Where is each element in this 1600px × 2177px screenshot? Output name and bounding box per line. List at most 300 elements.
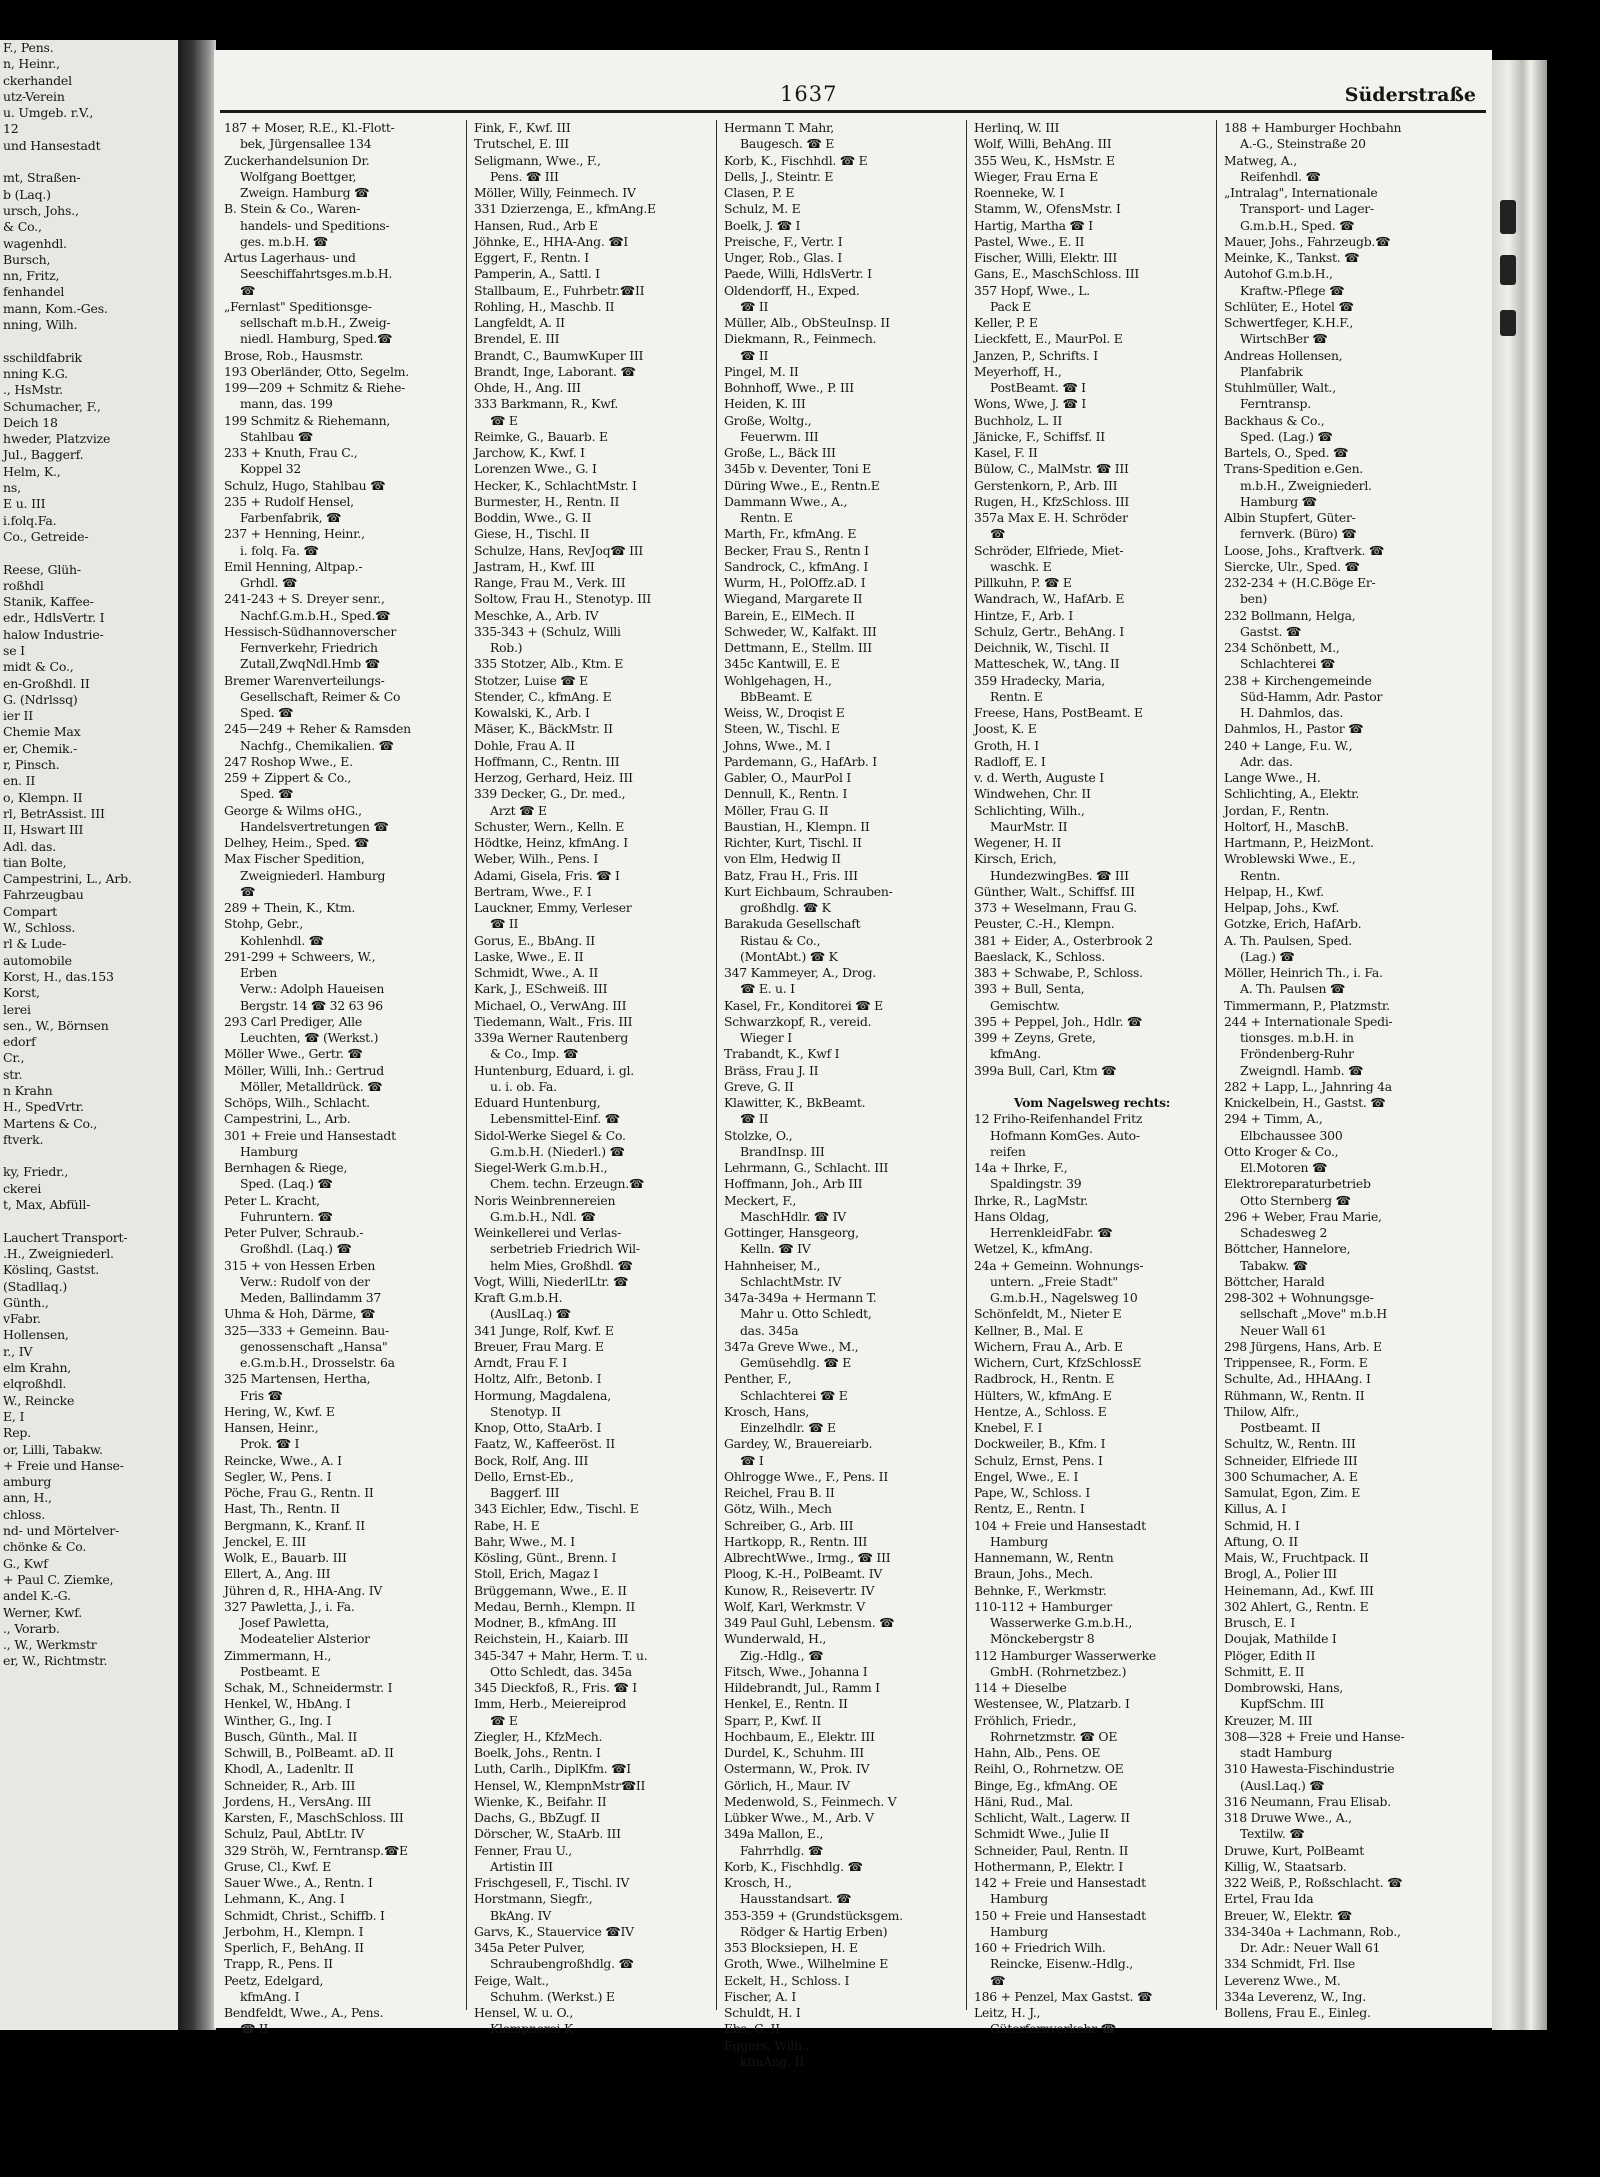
directory-entry: Schuster, Wern., Kelln. E — [474, 818, 625, 834]
directory-entry: Reichstein, H., Kaiarb. III — [474, 1631, 629, 1647]
directory-entry: Reihl, O., Rohrnetzw. OE — [974, 1761, 1124, 1777]
directory-entry: Schulz, Gertr., BehAng. I — [974, 623, 1125, 639]
directory-entry: 341 Junge, Rolf, Kwf. E — [474, 1322, 614, 1338]
directory-entry: BbBeamt. E — [740, 688, 813, 704]
directory-entry: Gabler, O., MaurPol I — [724, 770, 852, 785]
directory-entry: Götz, Wilh., Mech — [724, 1501, 832, 1517]
directory-entry: Freese, Hans, PostBeamt. E — [974, 705, 1143, 720]
directory-entry: Schreiber, G., Arb. III — [724, 1517, 854, 1533]
directory-entry: Böttcher, Hannelore, — [1224, 1241, 1351, 1257]
directory-entry: Gans, E., MaschSchloss. III — [974, 266, 1140, 282]
directory-entry: 345 Dieckfoß, R., Fris. ☎ I — [474, 1680, 637, 1695]
directory-entry: Lübker Wwe., M., Arb. V — [724, 1810, 874, 1825]
directory-entry: Backhaus & Co., — [1224, 412, 1325, 428]
directory-entry: Autohof G.m.b.H., — [1224, 266, 1333, 282]
directory-entry: Bergmann, K., Kranf. II — [224, 1517, 365, 1533]
directory-entry: Eggert, F., Rentn. I — [474, 250, 589, 265]
directory-entry: Klawitter, K., BkBeamt. — [724, 1095, 866, 1110]
directory-entry: Roenneke, W. I — [974, 185, 1064, 200]
directory-entry: Wolf, Karl, Werkmstr. V — [724, 1598, 865, 1614]
directory-entry: Segler, W., Pens. I — [224, 1468, 332, 1484]
directory-entry: Medau, Bernh., Klempn. II — [474, 1598, 635, 1614]
left-page-line: i.folq.Fa. — [3, 512, 57, 528]
directory-entry: Verw.: Adolph Haueisen — [240, 981, 385, 997]
directory-entry: Schuldt, H. I — [724, 2005, 801, 2020]
directory-entry: Gotzke, Erich, HafArb. — [1224, 916, 1362, 932]
directory-entry: 232 Bollmann, Helga, — [1224, 607, 1356, 623]
directory-entry: Dello, Ernst-Eb., — [474, 1468, 574, 1484]
directory-entry: Batz, Frau H., Fris. III — [724, 867, 858, 883]
directory-entry: Einzelhdlr. ☎ E — [740, 1420, 836, 1435]
directory-entry: Stenotyp. II — [490, 1403, 561, 1419]
directory-entry: Loose, Johs., Kraftverk. ☎ — [1224, 542, 1385, 558]
directory-entry: 294 + Timm, A., — [1224, 1111, 1323, 1127]
directory-entry: 349a Mallon, E., — [724, 1826, 824, 1842]
directory-entry: Häni, Rud., Mal. — [974, 1793, 1074, 1809]
directory-entry: H. Dahmlos, das. — [1240, 705, 1344, 720]
directory-entry: ☎ II — [740, 347, 769, 363]
directory-entry: e.G.m.b.H., Drosselstr. 6a — [240, 1355, 395, 1370]
directory-entry: Reichel, Frau B. II — [724, 1485, 835, 1500]
directory-entry: Breuer, W., Elektr. ☎ — [1224, 1907, 1352, 1923]
directory-entry: 291-299 + Schweers, W., — [224, 948, 376, 964]
directory-entry: Pape, W., Schloss. I — [974, 1485, 1091, 1500]
directory-entry: Siegel-Werk G.m.b.H., — [474, 1160, 608, 1175]
directory-entry: 347a-349a + Hermann T. — [724, 1290, 877, 1305]
directory-entry: 345-347 + Mahr, Herm. T. u. — [474, 1647, 648, 1663]
directory-entry: Clasen, P. E — [724, 185, 795, 200]
directory-entry: Hentze, A., Schloss. E — [974, 1403, 1107, 1419]
directory-entry: Wolfgang Boettger, — [240, 168, 357, 184]
directory-entry: Dells, J., Steintr. E — [724, 168, 834, 184]
directory-entry: Holtz, Alfr., Betonb. I — [474, 1371, 602, 1387]
directory-entry: Andreas Hollensen, — [1224, 347, 1343, 363]
left-page-line: & Co., — [3, 219, 42, 235]
directory-entry: Hamburg — [990, 1923, 1048, 1939]
left-page-line: Korst, — [3, 985, 40, 1001]
directory-entry: Trans-Spedition e.Gen. — [1224, 461, 1363, 477]
directory-entry: Ziegler, H., KfzMech. — [474, 1728, 603, 1744]
directory-entry: Stotzer, Luise ☎ E — [474, 672, 588, 688]
directory-entry: 339 Decker, G., Dr. med., — [474, 786, 626, 802]
directory-entry: G.m.b.H., Sped. ☎ — [1240, 217, 1355, 233]
directory-entry: 347 Kammeyer, A., Drog. — [724, 965, 877, 980]
directory-entry: sellschaft „Move" m.b.H — [1240, 1306, 1387, 1322]
directory-entry: 343 Eichler, Edw., Tischl. E — [474, 1501, 639, 1517]
directory-entry: Matteschek, W., tAng. II — [974, 656, 1120, 672]
directory-entry: Kurt Eichbaum, Schrauben- — [724, 883, 893, 899]
directory-entry: Reimke, G., Bauarb. E — [474, 428, 608, 444]
directory-entry: Korb, K., Fischhdlg. ☎ — [724, 1858, 863, 1874]
left-page-line: rl & Lude- — [3, 936, 67, 952]
directory-entry: Ploog, K.-H., PolBeamt. IV — [724, 1566, 883, 1582]
directory-entry: Artistin III — [490, 1858, 553, 1874]
directory-entry: Ristau & Co., — [740, 932, 821, 948]
left-page-line: hweder, Platzvize — [3, 431, 111, 447]
directory-entry: Barakuda Gesellschaft — [724, 916, 861, 932]
directory-entry: Bendfeldt, Wwe., A., Pens. — [224, 2005, 384, 2020]
left-page-line: chloss. — [3, 1506, 45, 1522]
directory-entry: Matweg, A., — [1224, 152, 1297, 168]
directory-entry: 349 Paul Guhl, Lebensm. ☎ — [724, 1615, 895, 1630]
directory-entry: Lange Wwe., H. — [1224, 770, 1321, 785]
left-page-line: r, Pinsch. — [3, 757, 60, 773]
directory-entry: Meinke, K., Tankst. ☎ — [1224, 250, 1360, 265]
directory-entry: 241-243 + S. Dreyer senr., — [224, 591, 385, 607]
directory-entry: Meyerhoff, H., — [974, 363, 1062, 379]
directory-entry: Jenckel, E. III — [224, 1533, 306, 1549]
directory-entry: Möller Wwe., Gertr. ☎ — [224, 1046, 363, 1062]
directory-entry: ☎ E. u. I — [740, 981, 795, 997]
directory-entry: 237 + Henning, Heinr., — [224, 526, 365, 542]
directory-entry: Adr. das. — [1240, 753, 1293, 769]
directory-entry: Lehmann, K., Ang. I — [224, 1891, 345, 1907]
directory-entry: Kowalski, K., Arb. I — [474, 705, 590, 720]
column-5 — [1224, 120, 1482, 2020]
directory-entry: Böttcher, Harald — [1224, 1273, 1325, 1289]
left-page-line: W., Reincke — [3, 1392, 75, 1408]
directory-entry: Knickelbein, H., Gastst. ☎ — [1224, 1095, 1386, 1110]
directory-entry: Hering, W., Kwf. E — [224, 1403, 335, 1419]
column-2 — [474, 120, 710, 2037]
directory-entry: Schadesweg 2 — [1240, 1225, 1328, 1240]
directory-entry: Gemüsehdlg. ☎ E — [740, 1355, 852, 1370]
left-page-line: Helm, K., — [3, 463, 61, 479]
left-page-line: u. Umgeb. r.V., — [3, 105, 94, 121]
left-page-line: n, Heinr., — [3, 56, 60, 72]
directory-entry: Sandrock, C., kfmAng. I — [724, 558, 869, 574]
directory-entry: Herlinq, W. III — [974, 120, 1060, 135]
directory-entry: Radbrock, H., Rentn. E — [974, 1371, 1115, 1387]
directory-entry: Wieger, Frau Erna E — [974, 168, 1098, 184]
directory-entry: Chem. techn. Erzeugn.☎ — [490, 1176, 645, 1192]
directory-entry: PostBeamt. ☎ I — [990, 380, 1086, 395]
directory-entry: Pillkuhn, P. ☎ E — [974, 575, 1072, 590]
directory-entry: Michael, O., VerwAng. III — [474, 997, 627, 1013]
directory-entry: Zimmermann, H., — [224, 1647, 332, 1663]
directory-entry: Fitsch, Wwe., Johanna I — [724, 1663, 868, 1679]
directory-entry: Lorenzen Wwe., G. I — [474, 461, 597, 477]
directory-entry: Sauer Wwe., A., Rentn. I — [224, 1875, 373, 1890]
directory-entry: Diekmann, R., Feinmech. — [724, 331, 877, 347]
directory-entry: Zutall,ZwqNdl.Hmb ☎ — [240, 656, 380, 672]
directory-entry: Dennull, K., Rentn. I — [724, 786, 848, 802]
directory-entry: stadt Hamburg — [1240, 1745, 1333, 1760]
directory-entry: 359 Hradecky, Maria, — [974, 672, 1105, 688]
directory-entry: 353-359 + (Grundstücksgem. — [724, 1907, 903, 1923]
directory-entry: Rob.) — [490, 640, 523, 655]
left-page-line: nd- und Mörtelver- — [3, 1523, 120, 1539]
left-page-line: Köslinq, Gastst. — [3, 1262, 100, 1278]
directory-entry: Gerstenkorn, P., Arb. III — [974, 477, 1118, 493]
directory-entry: 339a Werner Rautenberg — [474, 1030, 629, 1045]
directory-entry: 395 + Peppel, Joh., Hdlr. ☎ — [974, 1013, 1143, 1029]
left-page-line: Fahrzeugbau — [3, 887, 84, 903]
left-page-line: vFabr. — [3, 1311, 41, 1327]
left-page-line: lerei — [3, 1001, 31, 1017]
directory-entry: Peetz, Edelgard, — [224, 1972, 324, 1988]
directory-entry: Adami, Gisela, Fris. ☎ I — [474, 867, 620, 883]
directory-entry: A. Th. Paulsen, Sped. — [1224, 932, 1352, 948]
directory-entry: 345b v. Deventer, Toni E — [724, 461, 871, 477]
directory-entry: Hochbaum, E., Elektr. III — [724, 1728, 875, 1744]
directory-entry: Hessisch-Südhannoverscher — [224, 623, 397, 639]
directory-entry: ☎ II — [740, 298, 769, 314]
left-page-line: r., IV — [3, 1343, 33, 1359]
directory-entry: Durdel, K., Schuhm. III — [724, 1745, 864, 1760]
directory-entry: ☎ — [990, 526, 1006, 542]
directory-entry: Rentn. E — [740, 510, 793, 525]
left-page-line — [0, 1148, 178, 1164]
directory-entry: Plöger, Edith II — [1224, 1647, 1316, 1663]
directory-entry: Große, L., Bäck III — [724, 445, 836, 460]
directory-entry: Hothermann, P., Elektr. I — [974, 1858, 1124, 1874]
directory-entry: Horstmann, Siegfr., — [474, 1891, 593, 1907]
directory-entry: ☎ — [240, 282, 256, 298]
directory-entry: Killig, W., Staatsarb. — [1224, 1858, 1347, 1874]
directory-entry: Aftung, O. II — [1224, 1533, 1298, 1549]
directory-entry: BrandInsp. III — [740, 1143, 825, 1159]
directory-entry: MaurMstr. II — [990, 818, 1068, 834]
directory-entry: Dahmlos, H., Pastor ☎ — [1224, 721, 1364, 737]
directory-entry: 104 + Freie und Hansestadt — [974, 1517, 1146, 1533]
directory-entry: Wienke, K., Beifahr. II — [474, 1793, 607, 1809]
directory-entry: Tabakw. ☎ — [1240, 1257, 1308, 1273]
directory-entry: serbetrieb Friedrich Wil- — [490, 1241, 640, 1257]
directory-entry: Wolk, E., Bauarb. III — [224, 1550, 347, 1565]
directory-entry: Schlachterei ☎ — [1240, 656, 1336, 672]
directory-entry: Trippensee, R., Form. E — [1224, 1355, 1368, 1370]
left-page-line: sen., W., Börnsen — [3, 1017, 109, 1033]
directory-entry: Spaldingstr. 39 — [990, 1176, 1082, 1192]
left-page-line: Werner, Kwf. — [3, 1604, 82, 1620]
directory-entry: Deichnik, W., Tischl. II — [974, 640, 1109, 655]
directory-entry: Stender, C., kfmAng. E — [474, 688, 612, 704]
directory-entry: A.-G., Steinstraße 20 — [1240, 136, 1366, 152]
directory-entry: Lieckfett, E., MaurPol. E — [974, 331, 1123, 347]
left-page-line: ier II — [3, 708, 34, 724]
directory-entry: Leuchten, ☎ (Werkst.) — [240, 1030, 379, 1045]
directory-entry: Langfeldt, A. II — [474, 315, 565, 330]
directory-entry: 345a Peter Pulver, — [474, 1940, 585, 1955]
directory-entry: Druwe, Kurt, PolBeamt — [1224, 1842, 1364, 1858]
directory-entry: 259 + Zippert & Co., — [224, 770, 352, 785]
directory-entry: Groth, H. I — [974, 737, 1039, 753]
thumb-index-tab — [1500, 310, 1516, 336]
left-page-line: andel K.-G. — [3, 1588, 71, 1604]
directory-entry: Verw.: Rudolf von der — [240, 1273, 370, 1289]
directory-entry: GmbH. (Rohrnetzbez.) — [990, 1663, 1127, 1679]
directory-entry: Fris ☎ — [240, 1387, 283, 1403]
left-page-line: E, I — [3, 1408, 25, 1424]
directory-entry: 325 Martensen, Hertha, — [224, 1371, 371, 1387]
directory-entry: von Elm, Hedwig II — [724, 851, 841, 867]
directory-entry: ☎ II — [740, 1111, 769, 1127]
left-page-line: Lauchert Transport- — [3, 1229, 128, 1245]
left-page-line: ftverk. — [3, 1131, 44, 1147]
directory-entry: Zweigndl. Hamb. ☎ — [1240, 1062, 1364, 1078]
directory-entry: ben) — [1240, 591, 1268, 607]
directory-entry: Rentn. — [1240, 867, 1281, 883]
left-page-line: Schumacher, F., — [3, 398, 101, 414]
directory-entry: Fenner, Frau U., — [474, 1842, 572, 1858]
directory-entry: Kasel, Fr., Konditorei ☎ E — [724, 997, 883, 1013]
column-divider — [1216, 120, 1217, 2010]
left-page-line: Reese, Glüh- — [3, 561, 81, 577]
directory-entry: Koppel 32 — [240, 461, 301, 477]
directory-entry: Burmester, H., Rentn. II — [474, 493, 620, 509]
book-gutter — [178, 40, 216, 2030]
directory-entry: Wons, Wwe, J. ☎ I — [974, 396, 1087, 412]
directory-entry: Wieger I — [740, 1030, 792, 1045]
directory-entry: ☎ E — [490, 1712, 518, 1728]
directory-entry: Stohp, Gebr., — [224, 916, 304, 932]
directory-entry: sellschaft m.b.H., Zweig- — [240, 315, 391, 330]
left-page-line: + Paul C. Ziemke, — [3, 1571, 114, 1587]
directory-entry: Hansen, Rud., Arb E — [474, 217, 598, 233]
directory-entry: Dohle, Frau A. II — [474, 737, 575, 753]
directory-entry: Schmidt, Christ., Schiffb. I — [224, 1907, 385, 1923]
directory-entry: Kellner, B., Mal. E — [974, 1322, 1084, 1338]
directory-entry: Wolf, Willi, BehAng. III — [974, 136, 1112, 152]
directory-entry: waschk. E — [990, 558, 1052, 574]
directory-entry: Fink, F., Kwf. III — [474, 120, 571, 135]
directory-entry: Kelln. ☎ IV — [740, 1241, 811, 1257]
directory-entry: ges. m.b.H. ☎ — [240, 233, 328, 249]
directory-entry: Kunow, R., Reisevertr. IV — [724, 1582, 875, 1598]
directory-entry: Wetzel, K., kfmAng. — [974, 1241, 1093, 1257]
directory-entry: Stuhlmüller, Walt., — [1224, 380, 1336, 395]
left-page-line: en-Großhdl. II — [3, 675, 90, 691]
directory-entry: Lebensmittel-Einf. ☎ — [490, 1111, 620, 1127]
directory-entry: Hecker, K., SchlachtMstr. I — [474, 477, 637, 493]
directory-entry: & Co., Imp. ☎ — [490, 1046, 579, 1062]
directory-entry: Jordens, H., VersAng. III — [224, 1793, 372, 1809]
left-page-line: .H., Zweigniederl. — [3, 1245, 114, 1261]
directory-entry: Hermann T. Mahr, — [724, 120, 834, 135]
directory-entry: Artus Lagerhaus- und — [224, 250, 356, 265]
directory-entry: Fischer, A. I — [724, 1988, 797, 2004]
directory-entry: Hamburg — [990, 1533, 1048, 1549]
left-page-line: nn, Fritz, — [3, 268, 60, 284]
left-page-line: ckerei — [3, 1180, 42, 1196]
directory-entry: Möller, Metalldrück. ☎ — [240, 1078, 383, 1094]
directory-entry: Gemischtw. — [990, 997, 1060, 1013]
directory-entry: Meckert, F., — [724, 1192, 797, 1208]
left-page-line: n Krahn — [3, 1083, 53, 1098]
left-page-line: chönke & Co. — [3, 1539, 87, 1555]
left-page-line: wagenhdl. — [3, 235, 67, 251]
column-divider — [716, 120, 717, 2010]
directory-entry: 393 + Bull, Senta, — [974, 981, 1085, 997]
directory-entry: Jarchow, K., Kwf. I — [474, 445, 585, 460]
directory-entry: Hofmann KomGes. Auto- — [990, 1127, 1140, 1143]
directory-entry: Leverenz Wwe., M. — [1224, 1972, 1341, 1988]
directory-entry: Gesellschaft, Reimer & Co — [240, 688, 401, 704]
column-4 — [974, 120, 1210, 2037]
directory-entry: Krosch, H., — [724, 1875, 792, 1890]
left-page-line: Compart — [3, 903, 57, 919]
directory-entry: Schulz, Hugo, Stahlbau ☎ — [224, 477, 386, 493]
directory-entry: Feige, Walt., — [474, 1972, 549, 1988]
directory-entry: Seeschiffahrtsges.m.b.H. — [240, 266, 393, 282]
left-page-line: ky, Friedr., — [3, 1164, 69, 1180]
directory-entry: Emil Henning, Altpap.- — [224, 558, 363, 574]
directory-entry: (AuslLaq.) ☎ — [490, 1306, 571, 1322]
directory-entry: Sped. (Laq.) ☎ — [240, 1176, 333, 1192]
directory-entry: Reincke, Wwe., A. I — [224, 1452, 342, 1468]
directory-entry: AlbrechtWwe., Irmg., ☎ III — [724, 1550, 891, 1565]
directory-entry: 353 Blocksiepen, H. E — [724, 1940, 858, 1955]
directory-entry: Weinkellerei und Verlas- — [474, 1225, 622, 1240]
directory-entry: 233 + Knuth, Frau C., — [224, 445, 358, 460]
directory-entry: 322 Weiß, P., Roßschlacht. ☎ — [1224, 1875, 1403, 1890]
directory-entry: Frischgesell, F., Tischl. IV — [474, 1875, 630, 1890]
directory-entry: Knebel, F. I — [974, 1420, 1043, 1435]
directory-entry: Dettmann, E., Stellm. III — [724, 640, 872, 655]
directory-entry: Stahlbau ☎ — [240, 428, 313, 444]
directory-entry: Görlich, H., Maur. IV — [724, 1777, 850, 1793]
directory-entry: Hensel, W., KlempnMstr☎II — [474, 1777, 646, 1793]
directory-entry: Siercke, Ulr., Sped. ☎ — [1224, 558, 1360, 574]
directory-entry: Trabandt, K., Kwf I — [724, 1046, 840, 1062]
directory-entry: Schröder, Elfriede, Miet- — [974, 542, 1124, 558]
directory-entry: 383 + Schwabe, P., Schloss. — [974, 965, 1143, 980]
directory-entry: Delhey, Heim., Sped. ☎ — [224, 835, 369, 850]
directory-entry: Wroblewski Wwe., E., — [1224, 851, 1356, 867]
directory-entry: Müller, Alb., ObSteuInsp. II — [724, 315, 890, 330]
left-page-line: ., Vorarb. — [3, 1620, 60, 1636]
directory-entry: Rohling, H., Maschb. II — [474, 298, 615, 314]
directory-page — [214, 50, 1492, 2069]
left-page-line: midt & Co., — [3, 659, 74, 675]
directory-entry: 238 + Kirchengemeinde — [1224, 672, 1372, 688]
directory-entry: Uhma & Hoh, Därme, ☎ — [224, 1306, 376, 1322]
directory-entry: Dr. Adr.: Neuer Wall 61 — [1240, 1940, 1381, 1955]
directory-entry: Rabe, H. E — [474, 1517, 540, 1533]
directory-entry: Hintze, F., Arb. I — [974, 607, 1074, 623]
directory-entry: Imm, Herb., Meiereiprod — [474, 1696, 627, 1712]
directory-entry: Bock, Rolf, Ang. III — [474, 1452, 589, 1468]
left-page-line: tian Bolte, — [3, 854, 67, 870]
directory-entry: kfmAng. — [990, 1046, 1041, 1062]
directory-entry: Wurm, H., PolOffz.aD. I — [724, 575, 866, 590]
directory-entry: Eduard Huntenburg, — [474, 1095, 601, 1110]
left-page-line: er, W., Richtmstr. — [3, 1653, 108, 1669]
directory-entry: großhdlg. ☎ K — [740, 900, 831, 915]
left-page-line: ckerhandel — [3, 72, 72, 88]
directory-entry: 293 Carl Prediger, Alle — [224, 1013, 362, 1029]
directory-entry: Giese, H., Tischl. II — [474, 526, 590, 542]
directory-entry: 357a Max E. H. Schröder — [974, 510, 1128, 525]
directory-entry: Jänicke, F., Schiffsf. II — [974, 428, 1105, 444]
directory-entry: 187 + Moser, R.E., Kl.-Flott- — [224, 120, 395, 135]
directory-entry: Wiegand, Margarete II — [724, 591, 863, 607]
directory-entry: Fischer, Willi, Elektr. III — [974, 250, 1118, 265]
directory-entry: 199—209 + Schmitz & Riehe- — [224, 380, 406, 395]
directory-entry: Korb, K., Fischhdl. ☎ E — [724, 152, 868, 168]
directory-entry: Schönfeldt, M., Nieter E — [974, 1306, 1122, 1322]
directory-entry: Hahn, Alb., Pens. OE — [974, 1745, 1101, 1760]
directory-entry: Hamburg — [240, 1143, 298, 1159]
directory-entry: Zweign. Hamburg ☎ — [240, 185, 370, 200]
directory-entry: A. Th. Paulsen ☎ — [1240, 981, 1346, 997]
directory-entry: Jerbohm, H., Klempn. I — [224, 1923, 364, 1939]
left-page-line: edr., HdlsVertr. I — [3, 610, 105, 626]
left-page-line: Hollensen, — [3, 1327, 69, 1343]
directory-entry: Penther, F., — [724, 1371, 792, 1387]
directory-entry: Vogt, Willi, NiederlLtr. ☎ — [474, 1273, 629, 1289]
